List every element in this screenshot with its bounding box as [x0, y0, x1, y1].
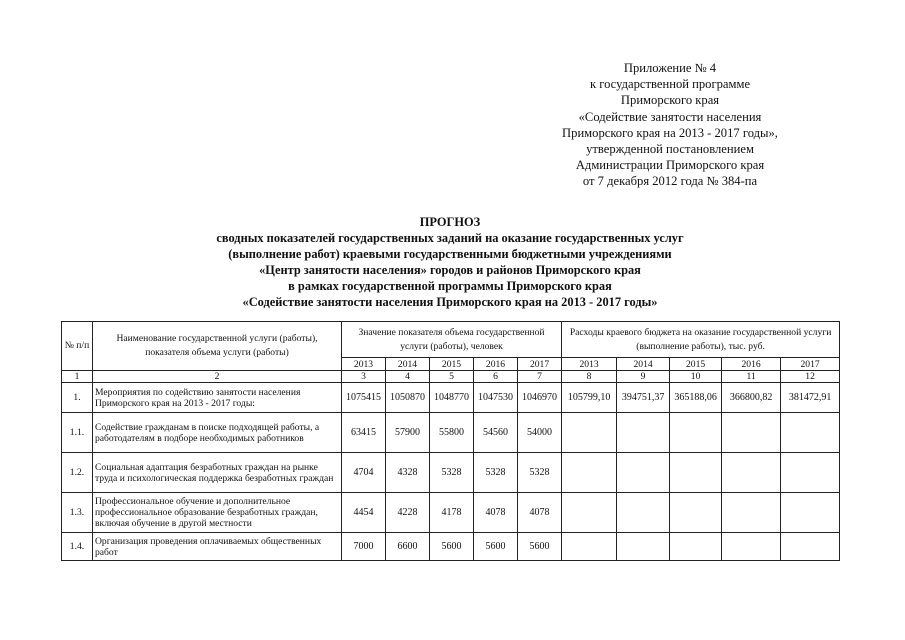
title-line: ПРОГНОЗ — [419, 215, 481, 229]
year-header: 2013 — [562, 358, 617, 371]
volume-cell: 4178 — [430, 493, 474, 533]
expense-cell — [562, 413, 617, 453]
appendix-line: Приложение № 4 — [623, 61, 717, 75]
row-name: Содействие гражданам в поиске подходящей работы, а работодателям в подборе необходимых работников — [93, 413, 342, 453]
volume-cell: 4078 — [518, 493, 562, 533]
volume-cell: 6600 — [386, 533, 430, 561]
volume-cell: 1075415 — [342, 383, 386, 413]
expense-cell: 365188,06 — [670, 383, 722, 413]
volume-cell: 4328 — [386, 453, 430, 493]
header-num: № п/п — [62, 322, 93, 371]
expense-cell — [617, 533, 670, 561]
expense-cell — [781, 413, 840, 453]
header-name: Наименование государственной услуги (работы), показателя объема услуги (работы) — [93, 322, 342, 371]
column-number: 5 — [430, 371, 474, 383]
expense-cell — [722, 453, 781, 493]
volume-cell: 54560 — [474, 413, 518, 453]
year-header: 2014 — [617, 358, 670, 371]
header-expense-group: Расходы краевого бюджета на оказание государственной услуги (выполнение работы), тыс. руб. — [562, 322, 840, 358]
column-number: 10 — [670, 371, 722, 383]
header-row — [62, 322, 840, 358]
expense-cell — [562, 533, 617, 561]
table-row — [62, 453, 840, 493]
volume-cell: 5328 — [518, 453, 562, 493]
column-number: 3 — [342, 371, 386, 383]
year-header: 2013 — [342, 358, 386, 371]
expense-cell — [781, 533, 840, 561]
row-num: 1.4. — [62, 533, 93, 561]
year-header: 2015 — [670, 358, 722, 371]
volume-cell: 63415 — [342, 413, 386, 453]
volume-cell: 4704 — [342, 453, 386, 493]
expense-cell — [562, 453, 617, 493]
title-line: «Содействие занятости населения Приморского края на 2013 - 2017 годы» — [242, 295, 658, 309]
year-header: 2014 — [386, 358, 430, 371]
expense-cell: 366800,82 — [722, 383, 781, 413]
year-header: 2016 — [474, 358, 518, 371]
row-name: Социальная адаптация безработных граждан на рынке труда и психологическая поддержка безработных граждан — [93, 453, 342, 493]
row-num: 1.2. — [62, 453, 93, 493]
expense-cell — [781, 493, 840, 533]
column-number: 8 — [562, 371, 617, 383]
expense-cell — [722, 493, 781, 533]
appendix-line: «Содействие занятости населения — [578, 109, 762, 124]
volume-cell: 1050870 — [386, 383, 430, 413]
volume-cell: 54000 — [518, 413, 562, 453]
year-header: 2015 — [430, 358, 474, 371]
column-number: 7 — [518, 371, 562, 383]
year-header: 2016 — [722, 358, 781, 371]
volume-cell: 4454 — [342, 493, 386, 533]
appendix-line: Приморского края — [620, 93, 720, 108]
volume-cell: 4228 — [386, 493, 430, 533]
expense-cell — [670, 493, 722, 533]
volume-cell: 1048770 — [430, 383, 474, 413]
title-line: в рамках государственной программы Приморского края — [288, 279, 612, 293]
header-volume-group: Значение показателя объема государственной услуги (работы), человек — [342, 322, 562, 358]
year-header: 2017 — [518, 358, 562, 371]
row-num: 1.3. — [62, 493, 93, 533]
column-number: 2 — [93, 371, 342, 383]
row-name: Организация проведения оплачиваемых общественных работ — [93, 533, 342, 561]
volume-cell: 5600 — [518, 533, 562, 561]
expense-cell — [670, 453, 722, 493]
title-line: «Центр занятости населения» городов и районов Приморского края — [259, 263, 641, 277]
row-name: Профессиональное обучение и дополнительное профессиональное образование безработных граждан, включая обучение в другой местности — [93, 493, 342, 533]
appendix-line: от 7 декабря 2012 года № 384-па — [582, 174, 758, 189]
volume-cell: 5600 — [430, 533, 474, 561]
column-number: 9 — [617, 371, 670, 383]
volume-cell: 7000 — [342, 533, 386, 561]
column-number: 6 — [474, 371, 518, 383]
expense-cell: 105799,10 — [562, 383, 617, 413]
expense-cell — [617, 493, 670, 533]
volume-cell: 5328 — [430, 453, 474, 493]
column-number: 11 — [722, 371, 781, 383]
expense-cell: 381472,91 — [781, 383, 840, 413]
appendix-line: Администрации Приморского края — [575, 158, 765, 173]
expense-cell — [562, 493, 617, 533]
appendix-line: Приморского края на 2013 - 2017 годы», — [562, 125, 778, 140]
volume-cell: 4078 — [474, 493, 518, 533]
expense-cell — [722, 533, 781, 561]
volume-cell: 55800 — [430, 413, 474, 453]
column-number: 4 — [386, 371, 430, 383]
expense-cell — [781, 453, 840, 493]
row-name: Мероприятия по содействию занятости населения Приморского края на 2013 - 2017 годы: — [93, 383, 342, 413]
appendix-line: утвержденной постановлением — [586, 142, 754, 157]
volume-cell: 1047530 — [474, 383, 518, 413]
expense-cell — [722, 413, 781, 453]
table-row — [62, 383, 840, 413]
volume-cell: 1046970 — [518, 383, 562, 413]
year-header: 2017 — [781, 358, 840, 371]
row-num: 1. — [62, 383, 93, 413]
volume-cell: 57900 — [386, 413, 430, 453]
table-row — [62, 533, 840, 561]
expense-cell: 394751,37 — [617, 383, 670, 413]
expense-cell — [670, 533, 722, 561]
appendix-block — [520, 60, 820, 190]
expense-cell — [617, 453, 670, 493]
title-line: (выполнение работ) краевыми государственными бюджетными учреждениями — [228, 247, 672, 261]
document-title — [150, 214, 750, 310]
volume-cell: 5328 — [474, 453, 518, 493]
appendix-line: к государственной программе — [589, 77, 751, 92]
table-row — [62, 413, 840, 453]
table-row — [62, 493, 840, 533]
row-num: 1.1. — [62, 413, 93, 453]
column-number: 12 — [781, 371, 840, 383]
expense-cell — [617, 413, 670, 453]
volume-cell: 5600 — [474, 533, 518, 561]
column-number: 1 — [62, 371, 93, 383]
expense-cell — [670, 413, 722, 453]
forecast-table — [61, 321, 840, 561]
title-line: сводных показателей государственных заданий на оказание государственных услуг — [216, 231, 684, 245]
column-number-row — [62, 371, 840, 383]
